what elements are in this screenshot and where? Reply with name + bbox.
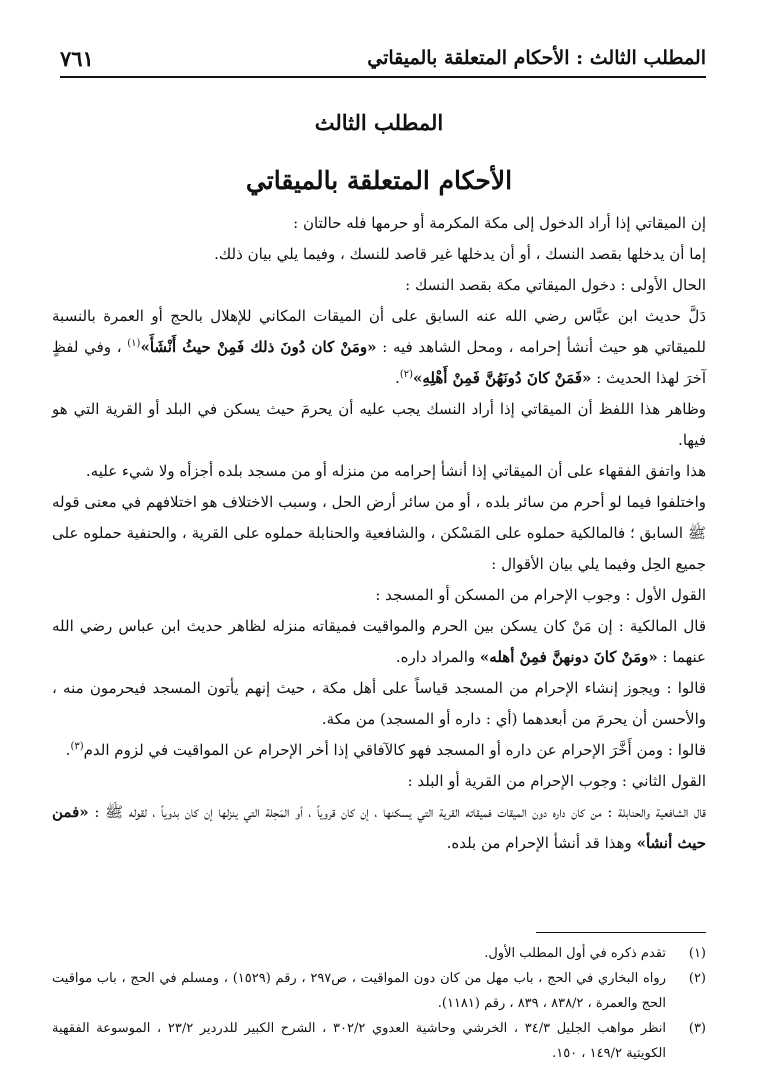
section-title: المطلب الثالث (314, 110, 444, 135)
paragraph-case-one-heading: الحال الأولى : دخول الميقاتي مكة بقصد النسك : (405, 276, 706, 294)
hadith-quote: «ومَنْ كانَ دونهنَّ فمِنْ أهله» (479, 648, 658, 666)
running-title: المطلب الثالث : الأحكام المتعلقة بالميقاتي (367, 47, 706, 69)
footnote-text: انظر مواهب الجليل ٣٤/٣ ، الخرشي وحاشية العدوي ٣٠٢/٢ ، الشرح الكبير للدردير ٢٣/٢ ، الموسوعة الفقهية الكويتية ١٤٩/٢ ، ١٥٠. (52, 1021, 666, 1061)
text-segment: والمراد داره. (395, 648, 476, 666)
paragraph-mosque-ihram: قالوا : ويجوز إنشاء الإحرام من المسجد قياساً على أهل مكة ، حيث إنهم يأتون المسجد فيحرمون منه ، والأحسن أن يحرمَ من أبعدهما (أي : داره أو المسجد) من مكة. (52, 679, 706, 728)
paragraph-shafii-hanbali-view (52, 797, 706, 859)
paragraph-ibn-abbas-hadith (52, 301, 706, 394)
footnote (52, 941, 706, 966)
footnotes (52, 932, 706, 1066)
footnote-ref-3: (٣) (70, 741, 84, 752)
footnote-number: (٢) (688, 971, 706, 986)
footnote (52, 966, 706, 1016)
running-header (60, 40, 706, 78)
paragraph-maliki-view (52, 611, 706, 673)
paragraph-scholars-agreement: هذا واتفق الفقهاء على أن الميقاتي إذا أنشأ إحرامه من منزله أو من مسجد بلده أجزأه ولا شيء عليه. (85, 462, 706, 480)
hadith-quote: «فَمَنْ كانَ دُونَهُنَّ فَمِنْ أَهْلِهِ» (413, 369, 592, 387)
paragraph-two-cases: إما أن يدخلها بقصد النسك ، أو أن يدخلها غير قاصد للنسك ، وفيما يلي بيان ذلك. (214, 245, 706, 263)
main-title: الأحكام المتعلقة بالميقاتي (245, 166, 513, 195)
footnote (52, 1016, 706, 1066)
text-segment: وهذا قد أنشأ الإحرام من بلده. (446, 834, 632, 852)
text-segment: . (65, 741, 71, 759)
footnote-text: رواه البخاري في الحج ، باب مهل من كان دون المواقيت ، ص٢٩٧ ، رقم (١٥٢٩) ، ومسلم في الحج ، باب مواقيت الحج والعمرة ، ٨٣٨/٢ ، ٨٣٩ ، رقم (١١٨١). (52, 971, 666, 1011)
text-segment: قال المالكية : إن مَنْ كان يسكن بين الحرم والمواقيت فميقاته منزله لظاهر حديث ابن عباس رضي الله عنهما : (52, 617, 706, 666)
footnote-ref-2: (٢) (399, 369, 413, 380)
paragraph-first-opinion-heading: القول الأول : وجوب الإحرام من المسكن أو المسجد : (375, 586, 706, 604)
footnote-ref-1: (١) (127, 338, 141, 349)
paragraph-intro: إن الميقاتي إذا أراد الدخول إلى مكة المكرمة أو حرمها فله حالتان : (293, 214, 706, 232)
hadith-quote: «فمن حيث أنشأ» (52, 803, 706, 852)
page-number: ٧٦١ (60, 45, 94, 71)
paragraph-second-opinion-heading: القول الثاني : وجوب الإحرام من القرية أو البلد : (407, 772, 706, 790)
body-text (52, 208, 706, 859)
paragraph-delay-ihram (52, 735, 706, 766)
footnote-number: (١) (688, 946, 706, 961)
paragraph-disagreement: واختلفوا فيما لو أحرم من سائر بلده ، أو من سائر أرض الحل ، وسبب الاختلاف هو اختلافهم في معنى قوله ﷺ السابق ؛ فالمالكية حملوه على المَسْكن ، والشافعية والحنابلة حملوه على القرية ، والحنفية حملوه على جميع الحِل وفيما يلي بيان الأقوال : (52, 493, 706, 573)
hadith-quote: «ومَنْ كان دُونَ ذلك فَمِنْ حيثُ أَنْشَأَ» (140, 338, 377, 356)
paragraph-literal-meaning: وظاهر هذا اللفظ أن الميقاتي إذا أراد النسك يجب عليه أن يحرمَ حيث يسكن في البلد أو القرية التي هو فيها. (52, 400, 706, 449)
text-segment: . (395, 369, 400, 387)
text-segment: قالوا : ومن أَخَّرَ الإحرام عن داره أو المسجد فهو كالآفاقي إذا أخر الإحرام عن المواقيت في لزوم الدم (83, 741, 706, 759)
text-segment: دَلَّ حديث ابن عبَّاس رضي الله عنه السابق على أن الميقات المكاني للإهلال بالحج أو العمرة بالنسبة للميقاتي هو حيث أنشأ إحرامه ، ومحل الشاهد فيه : (52, 307, 706, 356)
text-segment: ، وفي لفظٍ آخرَ لهذا الحديث : (52, 338, 706, 387)
footnote-number: (٣) (688, 1021, 706, 1036)
footnote-divider (536, 932, 706, 933)
text-segment: قال الشافعية والحنابلة : من كان داره دون الميقات فميقاته القرية التي يسكنها ، إن كان قروياً ، أو المَحِلة التي ينزلها إن كان بدوياً ، لقوله ﷺ : (94, 803, 706, 821)
footnote-text: تقدم ذكره في أول المطلب الأول. (484, 946, 666, 961)
